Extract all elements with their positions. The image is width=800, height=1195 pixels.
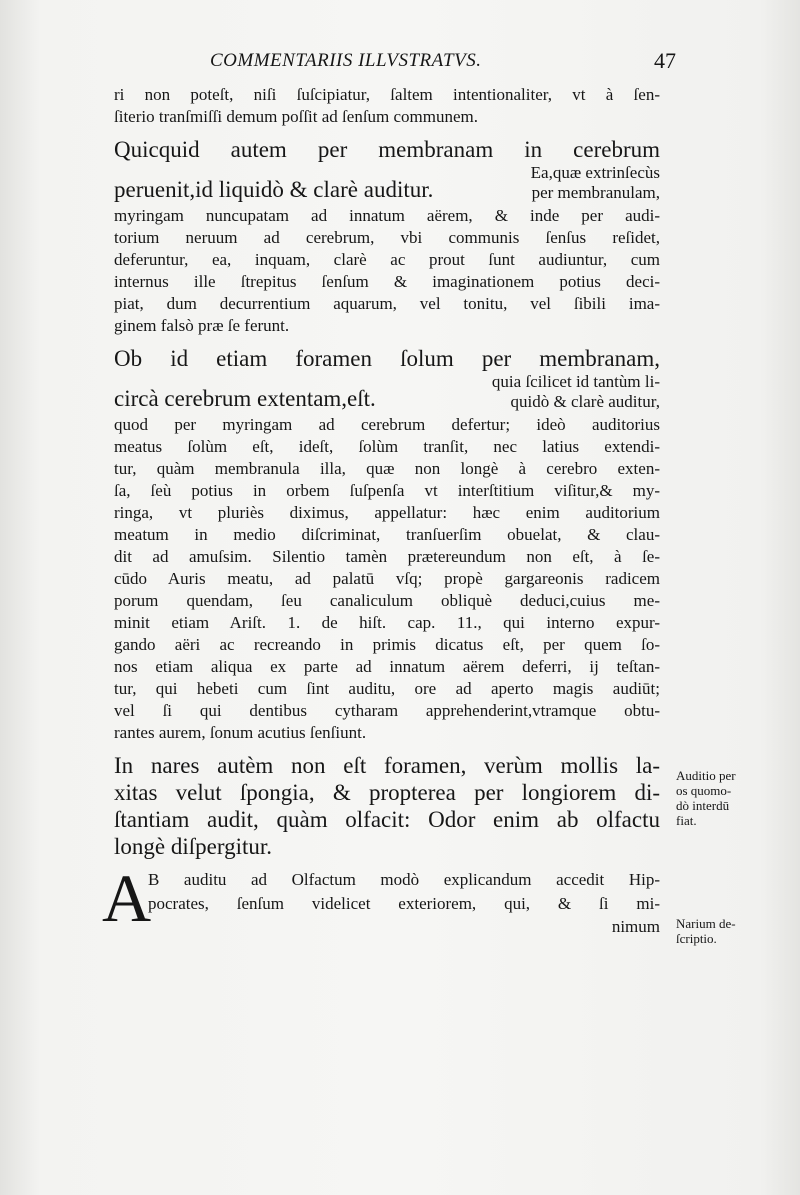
margin-note-auditio: [676, 768, 788, 828]
text-line: meatum in medio diſcriminat, tranſuerſim obuelat, & clau-: [114, 525, 660, 544]
text-line: internus ille ſtrepitus ſenſum & imaginationem potius deci-: [114, 272, 660, 291]
lemma-line: xitas velut ſpongia, & propterea per longiorem di-: [114, 780, 660, 805]
text-line: B auditu ad Olfactum modò explicandum accedit Hip-: [148, 870, 660, 889]
lemma-line: ſtantiam audit, quàm olfacit: Odor enim ab olfactu: [114, 807, 660, 832]
lemma-line: longè diſpergitur.: [114, 834, 273, 859]
text-line: piat, dum decurrentium aquarum, vel tonitu, vel ſibili ima-: [114, 294, 660, 313]
lemma-2: [114, 345, 660, 412]
text-line: ri non poteſt, niſi ſuſcipiatur, ſaltem intentionaliter, vt à ſen-: [114, 85, 660, 104]
running-title: COMMENTARIIS ILLVSTRATVS.: [210, 50, 482, 71]
paragraph-1: [114, 84, 660, 128]
lemma-split-line: [114, 372, 660, 412]
text-line: meatus ſolùm eſt, ideſt, ſolùm tranſit, nec latius extendi-: [114, 437, 660, 456]
margin-note-line: Narium de-: [676, 916, 736, 931]
margin-note-line: fiat.: [676, 813, 697, 828]
drop-cap: A: [102, 860, 152, 936]
text-line: dit ad amuſsim. Silentio tamèn prætereundum non eſt, à ſe-: [114, 547, 660, 566]
lemma-line: In nares autèm non eſt foramen, verùm mollis la-: [114, 753, 660, 778]
text-line: torium neruum ad cerebrum, vbi communis ſenſus reſidet,: [114, 228, 660, 247]
text-line: tur, qui hebeti cum ſint auditu, ore ad aperto magis audiūt;: [114, 679, 660, 698]
text-line: nos etiam aliqua ex parte ad innatum aërem deferri, ij teſtan-: [114, 657, 660, 676]
paragraph-3: [114, 414, 660, 744]
lemma-line: circà cerebrum extentam,eſt.: [114, 386, 376, 411]
text-line: ringa, vt pluriès diximus, appellatur: hæc enim auditorium: [114, 503, 660, 522]
text-line: pocrates, ſenſum videlicet exteriorem, qui, & ſi mi-: [148, 894, 660, 913]
comment-line: quidò & clarè auditur,: [510, 392, 660, 411]
comment-start: [531, 163, 660, 203]
text-line: quod per myringam ad cerebrum defertur; ideò auditorius: [114, 415, 660, 434]
lemma-3: [114, 752, 660, 860]
comment-start: [492, 372, 660, 412]
lemma-line: Quicquid autem per membranam in cerebrum: [114, 137, 660, 162]
margin-note-line: os quomo-: [676, 783, 732, 798]
text-line: rantes aurem, ſonum acutius ſenſiunt.: [114, 723, 367, 742]
page-number: 47: [654, 48, 676, 73]
comment-line: Ea,quæ extrinſecùs: [530, 163, 660, 182]
lemma-line: Ob id etiam foramen ſolum per membranam,: [114, 346, 660, 371]
margin-note-line: ſcriptio.: [676, 931, 717, 946]
text-line: ſiterio tranſmiſſi demum poſſit ad ſenſum communem.: [114, 107, 479, 126]
page-header: [210, 48, 680, 78]
comment-line: per membranulam,: [531, 183, 660, 202]
text-line: porum quendam, ſeu canaliculum obliquè deduci,cuius me-: [114, 591, 660, 610]
margin-note-narium: [676, 916, 788, 946]
text-line: ſa, ſeù potius in orbem ſuſpenſa vt interſtitium viſitur,& my-: [114, 481, 660, 500]
text-line: myringam nuncupatam ad innatum aërem, & inde per audi-: [114, 206, 660, 225]
text-line: gando aëri ac recreando in primis dicatus eſt, per quem ſo-: [114, 635, 660, 654]
text-line: cūdo Auris meatu, ad palatū vſq; propè gargareonis radicem: [114, 569, 660, 588]
main-text-block: [102, 84, 660, 938]
catchword: nimum: [611, 917, 660, 936]
text-line: tur, quàm membranula illa, quæ non longè à cerebro exten-: [114, 459, 660, 478]
paragraph-2: [114, 205, 660, 337]
lemma-line: peruenit,id liquidò & clarè auditur.: [114, 177, 434, 202]
lemma-split-line: [114, 163, 660, 203]
margin-note-line: dò interdū: [676, 798, 730, 813]
text-line: deferuntur, ea, inquam, clarè ac prout ſunt audiuntur, cum: [114, 250, 660, 269]
text-line: minit etiam Ariſt. 1. de hiſt. cap. 11., qui interno expur-: [114, 613, 660, 632]
text-line: ginem falsò præ ſe ferunt.: [114, 316, 290, 335]
lemma-1: [114, 136, 660, 203]
comment-line: quia ſcilicet id tantùm li-: [491, 372, 660, 391]
paragraph-4: [102, 860, 660, 938]
text-line: vel ſi qui dentibus cytharam apprehenderint,vtramque obtu-: [114, 701, 660, 720]
margin-note-line: Auditio per: [676, 768, 736, 783]
